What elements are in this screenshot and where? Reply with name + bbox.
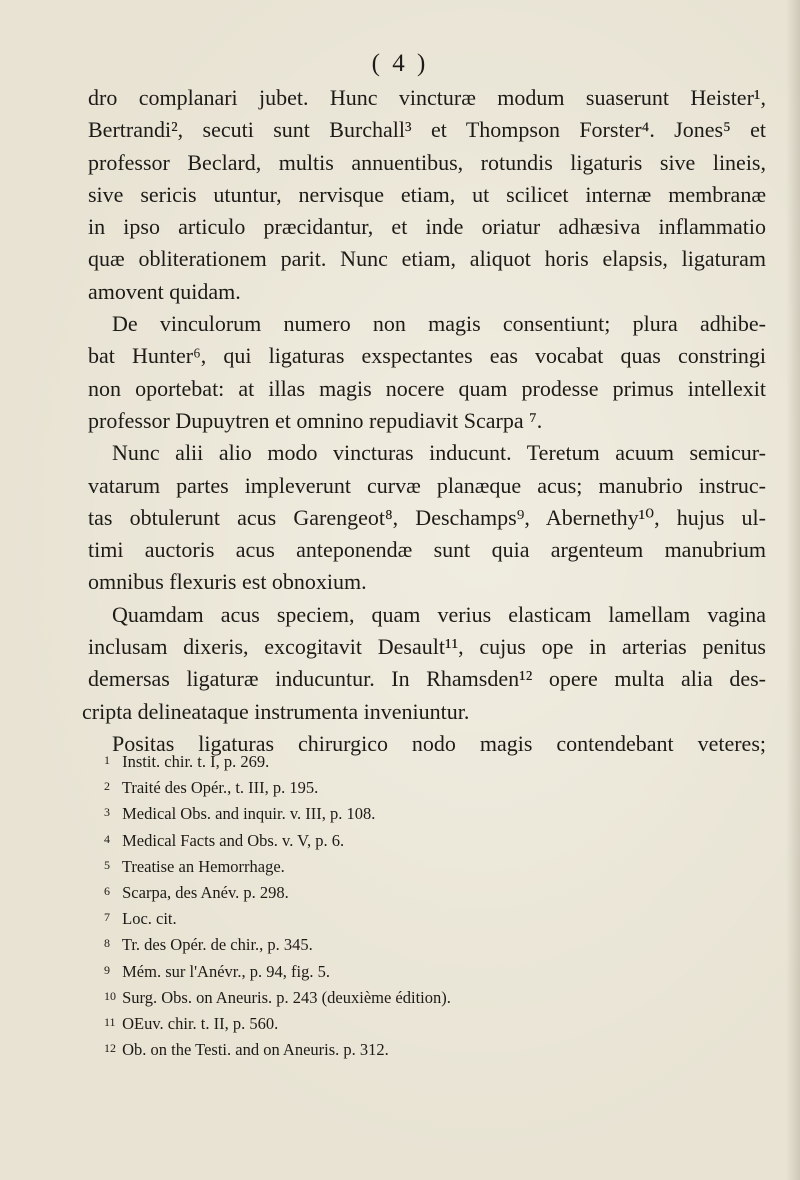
footnote-text: Instit. chir. t. I, p. 269. [122, 752, 270, 771]
main-text [82, 82, 766, 760]
footnote [104, 773, 744, 799]
footnote-text: Mém. sur l'Anévr., p. 94, fig. 5. [122, 961, 330, 981]
text-line: tas obtulerunt acus Garengeot⁸, Deschamps⁹, Abernethy¹⁰, hujus ul- [88, 504, 766, 530]
footnote-text: Surg. Obs. on Aneuris. p. 243 (deuxième édition). [122, 987, 451, 1007]
footnote-text: Tr. des Opér. de chir., p. 345. [121, 935, 313, 955]
footnote-number: 3 [104, 805, 110, 820]
footnote [104, 852, 744, 878]
footnote [104, 799, 744, 825]
footnote-number: 12 [104, 1041, 116, 1056]
text-line: De vinculorum numero non magis consentiunt; plura adhibe- [112, 311, 766, 337]
footnote-text: Ob. on the Testi. and on Aneuris. p. 312. [122, 1040, 389, 1060]
text-line: quæ obliterationem parit. Nunc etiam, aliquot horis elapsis, ligaturam [88, 246, 766, 272]
footnote [104, 983, 744, 1009]
footnote-number: 2 [104, 779, 110, 794]
text-line: cripta delineataque instrumenta inveniuntur. [82, 698, 470, 724]
footnote [104, 1009, 744, 1035]
footnote [104, 930, 744, 956]
text-line: inclusam dixeris, excogitavit Desault¹¹, cujus ope in arterias penitus [88, 634, 766, 660]
text-line: in ipso articulo præcidantur, et inde oriatur adhæsiva inflammatio [88, 214, 766, 240]
footnote-text: Scarpa, des Anév. p. 298. [122, 882, 289, 902]
text-line: non oportebat: at illas magis nocere quam prodesse primus intellexit [88, 375, 766, 401]
text-line: dro complanari jubet. Hunc vincturæ modum suaserunt Heister¹, [88, 85, 766, 110]
footnote-number: 10 [104, 988, 116, 1003]
text-line: timi auctoris acus anteponendæ sunt quia argenteum manubrium [88, 537, 766, 563]
page-edge-shadow [786, 0, 800, 1180]
text-line: amovent quidam. [88, 278, 241, 304]
footnote-text: OEuv. chir. t. II, p. 560. [122, 1013, 279, 1033]
page-number: ( 4 ) [371, 50, 429, 77]
footnote-number: 7 [104, 910, 110, 925]
footnote [104, 957, 744, 983]
footnotes [104, 747, 744, 1061]
footnote-number: 6 [104, 883, 110, 898]
text-line: Positas ligaturas chirurgico nodo magis contendebant veteres; [112, 730, 766, 756]
text-line: sive sericis utuntur, nervisque etiam, ut scilicet internæ membranæ [88, 181, 766, 207]
footnote [104, 747, 744, 773]
footnote [104, 1035, 744, 1061]
footnote-number: 9 [104, 962, 110, 977]
text-line: omnibus flexuris est obnoxium. [88, 569, 367, 595]
text-line: bat Hunter⁶, qui ligaturas exspectantes eas vocabat quas constringi [88, 343, 766, 369]
footnote-text: Treatise an Hemorrhage. [121, 856, 285, 876]
text-line: professor Beclard, multis annuentibus, rotundis ligaturis sive lineis, [88, 149, 766, 175]
text-line: vatarum partes impleverunt curvæ planæque acus; manubrio instruc- [88, 472, 766, 498]
footnote [104, 878, 744, 904]
footnote [104, 826, 744, 852]
footnote-text: Loc. cit. [122, 909, 177, 929]
footnote-text: Medical Obs. and inquir. v. III, p. 108. [122, 804, 376, 824]
footnote-number: 8 [104, 936, 110, 951]
text-line: Quamdam acus speciem, quam verius elasticam lamellam vagina [112, 601, 766, 627]
footnote-number: 5 [104, 857, 110, 872]
text-line: Nunc alii alio modo vincturas inducunt. Teretum acuum semicur- [112, 440, 766, 466]
footnote-number: 4 [104, 831, 110, 846]
text-line: demersas ligaturæ inducuntur. In Rhamsden¹² opere multa alia des- [88, 666, 766, 692]
footnote [104, 904, 744, 930]
footnote-number: 1 [104, 753, 110, 767]
text-line: professor Dupuytren et omnino repudiavit Scarpa ⁷. [88, 407, 543, 433]
footnote-number: 11 [104, 1014, 116, 1029]
text-line: Bertrandi², secuti sunt Burchall³ et Thompson Forster⁴. Jones⁵ et [88, 117, 766, 143]
footnote-text: Traité des Opér., t. III, p. 195. [121, 778, 319, 798]
footnote-text: Medical Facts and Obs. v. V, p. 6. [122, 830, 345, 850]
